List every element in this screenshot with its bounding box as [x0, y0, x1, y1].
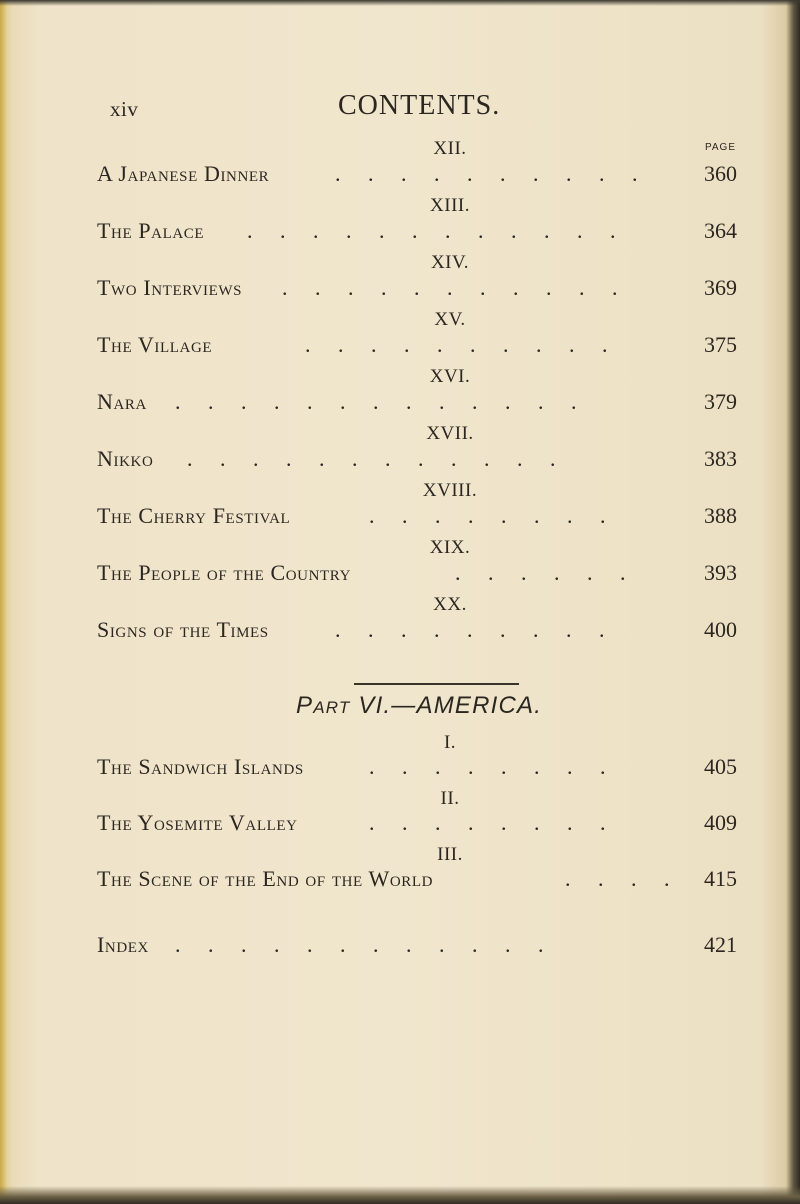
toc-line[interactable]	[97, 617, 737, 647]
chapter-page: 364	[704, 218, 737, 243]
toc-line[interactable]	[97, 866, 737, 896]
dot-leader: . . . .	[565, 866, 681, 891]
dot-leader: . . . . . . . .	[369, 754, 617, 779]
dot-leader: . . . . . . . . . . . .	[247, 218, 627, 243]
chapter-numeral: XIX.	[429, 537, 471, 558]
dot-leader: . . . . . .	[455, 560, 637, 585]
toc-line[interactable]	[97, 754, 737, 784]
chapter-page: 409	[704, 810, 737, 835]
chapter-title: The Scene of the End of the World	[97, 866, 434, 891]
chapter-numeral: III.	[437, 844, 463, 865]
chapter-numeral: I.	[443, 732, 457, 753]
chapter-numeral: XIII.	[430, 195, 470, 216]
chapter-title: Nara	[97, 389, 147, 414]
part-heading: Part VI.—AMERICA.	[296, 692, 543, 719]
chapter-numeral: XII.	[433, 138, 467, 159]
toc-line[interactable]	[97, 932, 737, 962]
chapter-page: 405	[704, 754, 737, 779]
chapter-title: The People of the Country	[97, 560, 352, 585]
chapter-title: The Cherry Festival	[97, 503, 291, 528]
page-top-edge	[0, 0, 800, 6]
chapter-page: 388	[704, 503, 737, 528]
index-title: Index	[97, 932, 149, 957]
chapter-numeral: XV.	[434, 309, 466, 330]
page-right-edge	[786, 0, 800, 1204]
dot-leader: . . . . . . . . . .	[305, 332, 619, 357]
section-divider	[354, 683, 519, 685]
chapter-numeral: XVIII.	[422, 480, 478, 501]
toc-line[interactable]	[97, 275, 737, 305]
chapter-numeral: XVII.	[426, 423, 474, 444]
chapter-title: The Palace	[97, 218, 205, 243]
chapter-page: 369	[704, 275, 737, 300]
toc-line[interactable]	[97, 161, 737, 191]
chapter-numeral: XX.	[433, 594, 467, 615]
dot-leader: . . . . . . . . . . . .	[175, 932, 555, 957]
dot-leader: . . . . . . . . . . . .	[187, 446, 567, 471]
toc-line[interactable]	[97, 810, 737, 840]
chapter-title: The Village	[97, 332, 213, 357]
dot-leader: . . . . . . . . .	[335, 617, 616, 642]
page-title: CONTENTS.	[338, 90, 501, 121]
toc-line[interactable]	[97, 503, 737, 533]
chapter-numeral: II.	[440, 788, 460, 809]
chapter-page: 375	[704, 332, 737, 357]
chapter-title: Nikko	[97, 446, 154, 471]
chapter-page: 400	[704, 617, 737, 642]
index-page: 421	[704, 932, 737, 957]
chapter-page: 415	[704, 866, 737, 891]
dot-leader: . . . . . . . . . .	[335, 161, 649, 186]
dot-leader: . . . . . . . . . . . . .	[175, 389, 588, 414]
dot-leader: . . . . . . . .	[369, 810, 617, 835]
chapter-title: The Yosemite Valley	[97, 810, 298, 835]
page-left-edge	[0, 0, 12, 1204]
toc-line[interactable]	[97, 446, 737, 476]
toc-line[interactable]	[97, 560, 737, 590]
page-column-label: PAGE	[704, 142, 736, 153]
page-bottom-edge	[0, 1186, 800, 1204]
toc-line[interactable]	[97, 389, 737, 419]
chapter-title: Two Interviews	[97, 275, 243, 300]
chapter-numeral: XIV.	[430, 252, 470, 273]
chapter-title: Signs of the Times	[97, 617, 269, 642]
toc-line[interactable]	[97, 218, 737, 248]
chapter-title: A Japanese Dinner	[97, 161, 270, 186]
page-number: xiv	[110, 97, 139, 121]
toc-line[interactable]	[97, 332, 737, 362]
chapter-title: The Sandwich Islands	[97, 754, 304, 779]
dot-leader: . . . . . . . .	[369, 503, 617, 528]
chapter-page: 383	[704, 446, 737, 471]
dot-leader: . . . . . . . . . . .	[282, 275, 629, 300]
chapter-page: 360	[704, 161, 737, 186]
chapter-page: 393	[704, 560, 737, 585]
chapter-page: 379	[704, 389, 737, 414]
chapter-numeral: XVI.	[429, 366, 471, 387]
